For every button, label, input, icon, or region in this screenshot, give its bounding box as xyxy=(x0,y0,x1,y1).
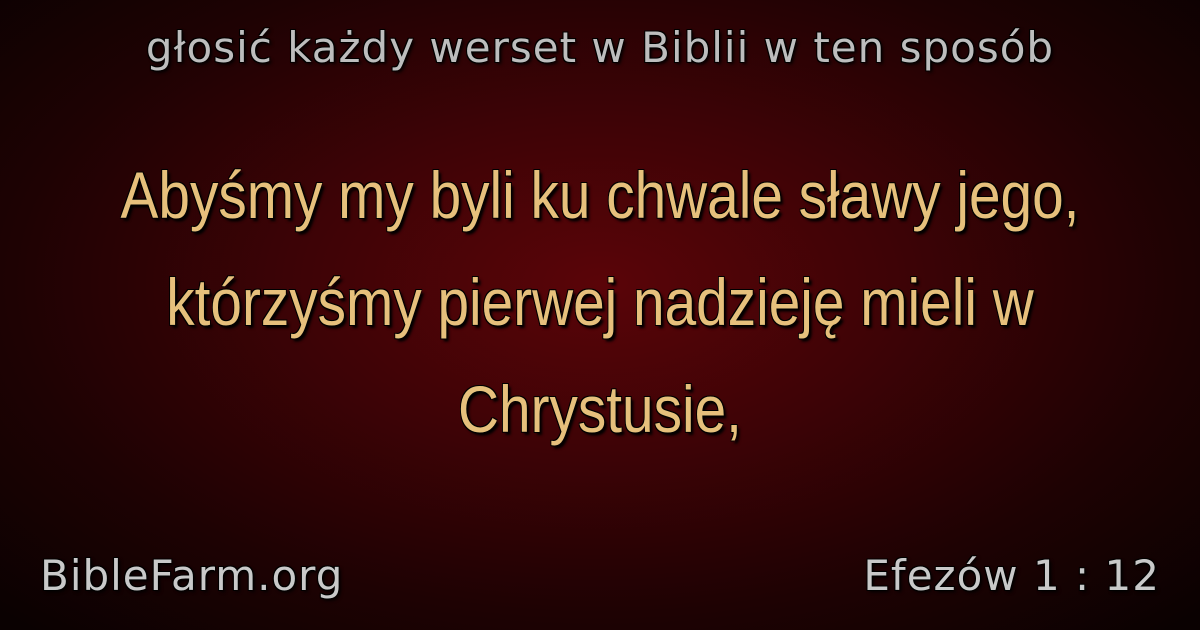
verse-reference: Efezów 1 : 12 xyxy=(863,551,1160,600)
site-name: BibleFarm.org xyxy=(40,551,344,600)
tagline: głosić każdy werset w Biblii w ten sposób xyxy=(145,23,1055,72)
verse-text: Abyśmy my byli ku chwale sławy jego, którzyśmy pierwej nadzieję mieli w Chrystusie, xyxy=(120,158,1080,446)
